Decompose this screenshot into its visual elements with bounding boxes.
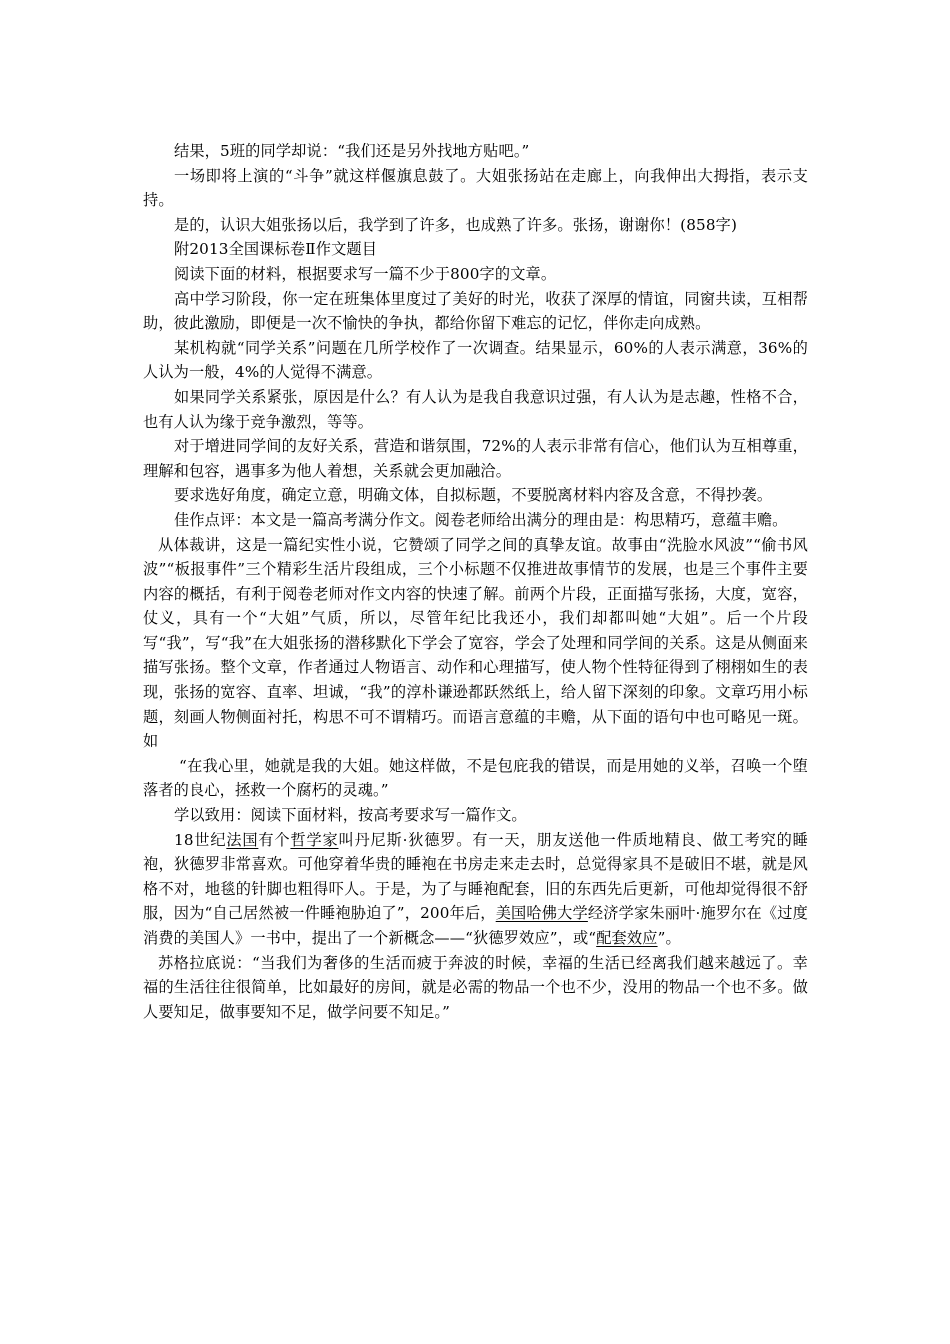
- paragraph: 阅读下面的材料，根据要求写一篇不少于800字的文章。: [174, 264, 557, 283]
- text-span: 18世纪: [174, 830, 227, 849]
- link-philosopher[interactable]: 哲学家: [290, 830, 339, 849]
- document-body: [143, 139, 808, 1024]
- paragraph: [143, 828, 808, 951]
- paragraph: 高中学习阶段，你一定在班集体里度过了美好的时光，收获了深厚的情谊，同窗共读，互相帮助，彼此激励，即便是一次不愉快的争执，都给你留下难忘的记忆，伴你走向成熟。: [143, 289, 808, 333]
- paragraph: 某机构就“同学关系”问题在几所学校作了一次调查。结果显示，60%的人表示满意，36%的人认为一般，4%的人觉得不满意。: [143, 338, 808, 382]
- text-span: 经济学家朱丽叶·施罗尔在《过度消费的美国人》一书中，提出了一个新概念——“狄德罗效应”，或“: [143, 904, 808, 947]
- link-harvard[interactable]: 美国哈佛大学: [495, 904, 588, 923]
- paragraph: 从体裁讲，这是一篇纪实性小说，它赞颂了同学之间的真挚友谊。故事由“洗脸水风波”“偷书风波”“板报事件”三个精彩生活片段组成，三个小标题不仅推进故事情节的发展，也是三个事件主要内容的概括，有利于阅卷老师对作文内容的快速了解。前两个片段，正面描写张扬，大度，宽容，仗义，具有一个“大姐”气质，所以，尽管年纪比我还小，我们却都叫她“大姐”。后一个片段写“我”，写“我”在大姐张扬的潜移默化下学会了宽容，学会了处理和同学间的关系。这是从侧面来描写张扬。整个文章，作者通过人物语言、动作和心理描写，使人物个性特征得到了栩栩如生的表现，张扬的宽容、直率、坦诚，“我”的淳朴谦逊都跃然纸上，给人留下深刻的印象。文章巧用小标题，刻画人物侧面衬托，构思不可不谓精巧。而语言意蕴的丰赡，从下面的语句中也可略见一斑。如: [143, 535, 808, 751]
- link-france[interactable]: 法国: [226, 830, 259, 849]
- text-span: 有个: [258, 830, 291, 849]
- text-span: 叫丹尼斯·狄德罗。有一天，朋友送他一件质地精良、做工考究的睡袍，狄德罗非常喜欢。可他穿着华贵的睡袍在书房走来走去时，总觉得家具不是破旧不堪，就是风格不对，地毯的针脚也粗得吓人。于是，为了与睡袍配套，旧的东西先后更新，可他却觉得很不舒服，因为“自己居然被一件睡袍胁迫了”，200年后，: [143, 830, 808, 923]
- paragraph: 一场即将上演的“斗争”就这样偃旗息鼓了。大姐张扬站在走廊上，向我伸出大拇指，表示支持。: [143, 166, 808, 210]
- quote-paragraph: “在我心里，她就是我的大姐。她这样做，不是包庇我的错误，而是用她的义举，召唤一个堕落者的良心，拯救一个腐朽的灵魂。”: [143, 756, 808, 800]
- paragraph: 佳作点评：本文是一篇高考满分作文。阅卷老师给出满分的理由是：构思精巧，意蕴丰赡。: [174, 510, 788, 529]
- paragraph: 学以致用：阅读下面材料，按高考要求写一篇作文。: [174, 806, 527, 825]
- paragraph: 是的，认识大姐张扬以后，我学到了许多，也成熟了许多。张扬，谢谢你！(858字): [174, 215, 738, 234]
- text-span: ”。: [657, 929, 681, 947]
- link-matching-effect[interactable]: 配套效应: [596, 929, 658, 947]
- paragraph: 对于增进同学间的友好关系，营造和谐氛围，72%的人表示非常有信心，他们认为互相尊重，理解和包容，遇事多为他人着想，关系就会更加融洽。: [143, 437, 808, 480]
- section-heading: 附2013全国课标卷Ⅱ作文题目: [174, 240, 378, 259]
- paragraph: 要求选好角度，确定立意，明确文体，自拟标题，不要脱离材料内容及含意，不得抄袭。: [174, 486, 773, 505]
- paragraph: 结果，5班的同学却说：“我们还是另外找地方贴吧。”: [174, 142, 530, 160]
- paragraph: 如果同学关系紧张，原因是什么？有人认为是我自我意识过强，有人认为是志趣，性格不合，也有人认为缘于竞争激烈，等等。: [143, 387, 808, 431]
- paragraph: 苏格拉底说：“当我们为奢侈的生活而疲于奔波的时候，幸福的生活已经离我们越来越远了。幸福的生活往往很简单，比如最好的房间，就是必需的物品一个也不少，没用的物品一个也不多。做人要知足，做事要知不足，做学问要不知足。”: [143, 953, 808, 1021]
